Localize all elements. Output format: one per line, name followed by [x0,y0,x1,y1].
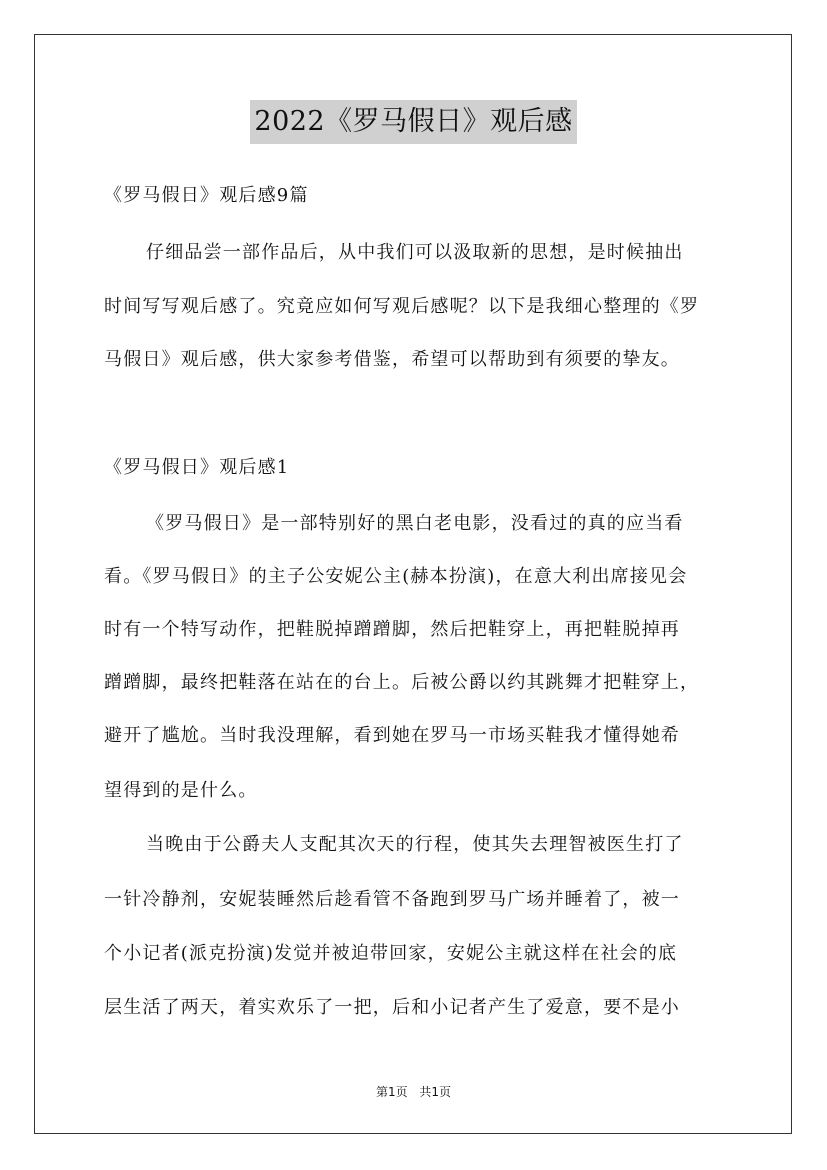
intro-line-1: 仔细品尝一部作品后，从中我们可以汲取新的思想，是时候抽出 [146,242,684,263]
title-container [0,100,827,144]
page-number: 第1页 [375,1085,408,1099]
para1-line-2: 看。《罗马假日》的主子公安妮公主(赫本扮演)，在意大利出席接见会 [104,566,688,587]
para1-line-6: 望得到的是什么。 [104,780,258,801]
document-subtitle: 《罗马假日》观后感9篇 [104,185,309,206]
para1-line-4: 蹭蹭脚，最终把鞋落在站在的台上。后被公爵以约其跳舞才把鞋穿上， [104,672,700,693]
section-heading: 《罗马假日》观后感1 [104,457,290,478]
intro-line-2: 时间写写观后感了。究竟应如何写观后感呢？以下是我细心整理的《罗 [104,296,700,317]
para1-line-5: 避开了尴尬。当时我没理解，看到她在罗马一市场买鞋我才懂得她希 [104,725,680,746]
para1-line-3: 时有一个特写动作，把鞋脱掉蹭蹭脚，然后把鞋穿上，再把鞋脱掉再 [104,619,680,640]
total-pages: 共1页 [419,1085,452,1099]
page-footer [0,1083,827,1100]
para2-line-4: 层生活了两天，着实欢乐了一把，后和小记者产生了爱意，要不是小 [104,997,680,1018]
para1-line-1: 《罗马假日》是一部特别好的黑白老电影，没看过的真的应当看 [146,513,684,534]
para2-line-1: 当晚由于公爵夫人支配其次天的行程，使其失去理智被医生打了 [146,834,684,855]
para2-line-3: 个小记者(派克扮演)发觉并被迫带回家，安妮公主就这样在社会的底 [104,943,678,964]
document-title: 2022《罗马假日》观后感 [250,100,576,144]
para2-line-2: 一针冷静剂，安妮装睡然后趁看管不备跑到罗马广场并睡着了，被一 [104,889,680,910]
intro-line-3: 马假日》观后感，供大家参考借鉴，希望可以帮助到有须要的挚友。 [104,349,680,370]
